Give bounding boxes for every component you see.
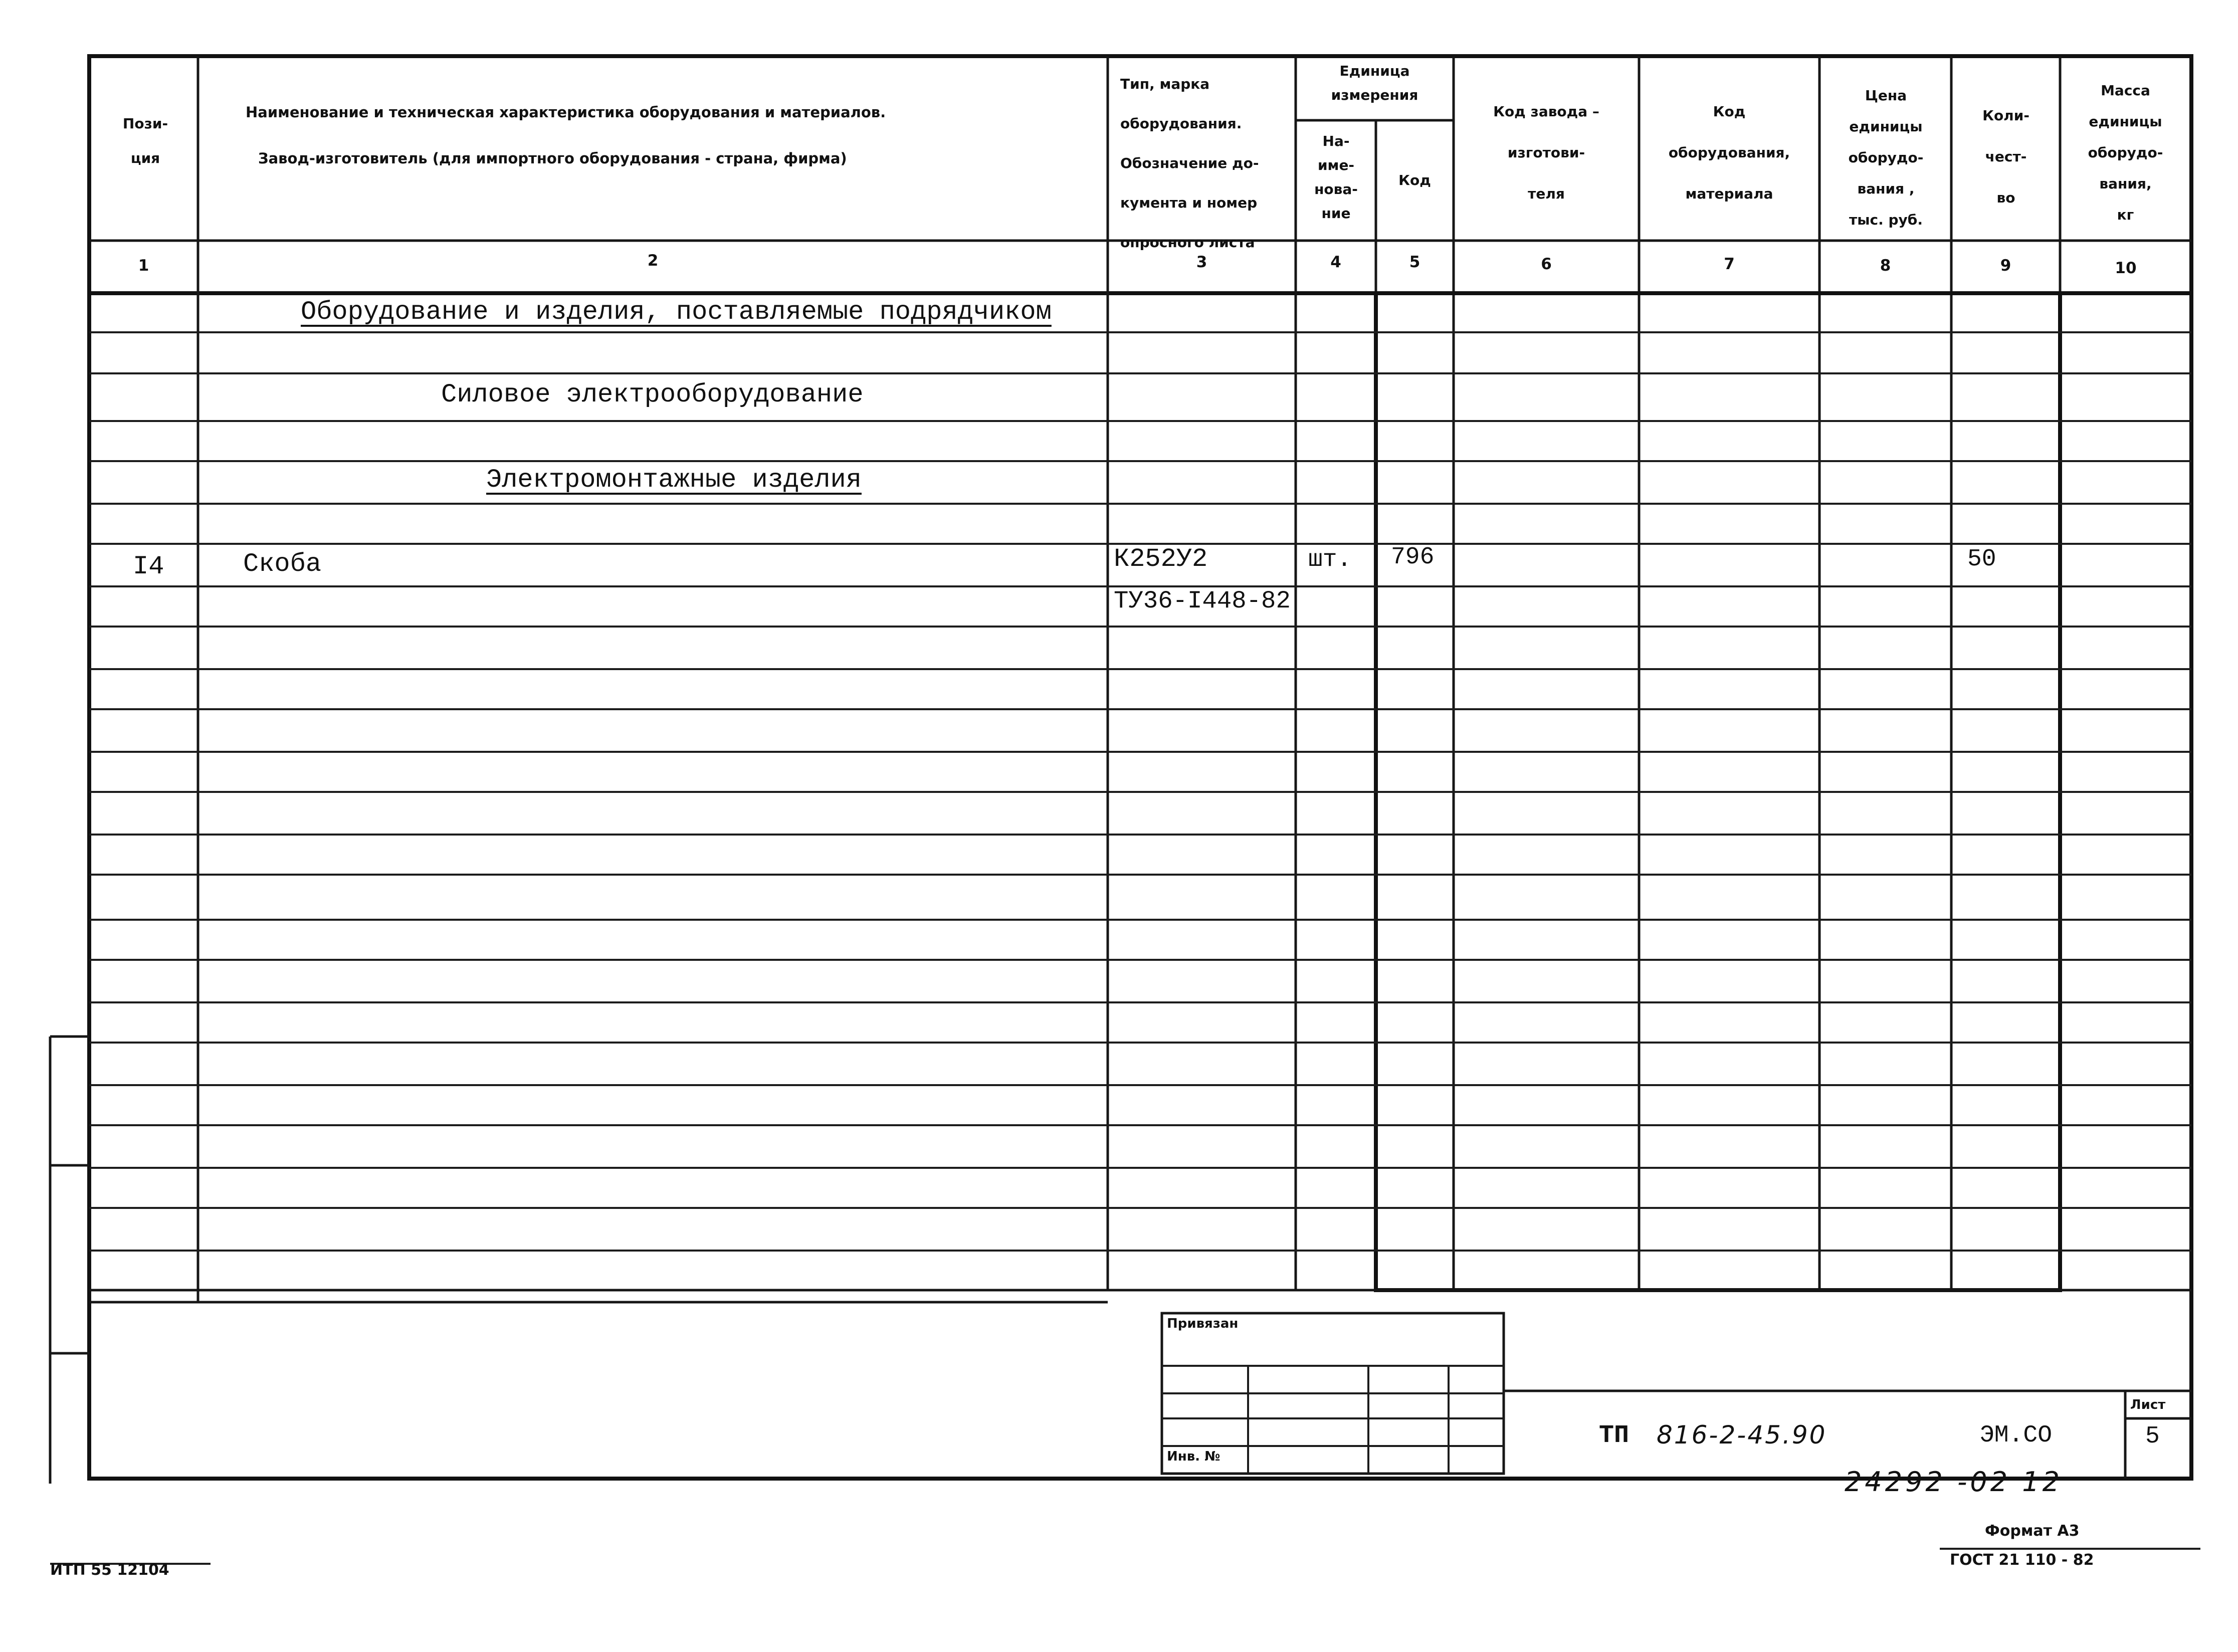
item-type: К252У2 [1114,544,1208,574]
header-col9-line2: чест- [1985,148,2027,165]
item-document: ТУ36-I448-82 [1114,587,1291,615]
header-col10 [2062,75,2189,231]
stamp-doc-number: 816-2-45.90 [1657,1420,1827,1450]
header-col9-line3: во [1996,189,2015,206]
stamp-sheet-label: Лист [2130,1397,2166,1412]
header-col6-line2: изготови- [1507,144,1585,161]
header-col1 [103,106,188,175]
item-unit-code: 796 [1391,544,1435,571]
header-col7-line2: оборудования, [1668,144,1790,161]
header-col4-line4: ние [1321,205,1351,222]
colnum-9: 9 [2000,257,2011,275]
header-col8-line5: тыс. руб. [1849,212,1923,228]
header-col4-line2: име- [1317,157,1355,173]
header-col8 [1822,80,1950,236]
header-col8-line3: оборудо- [1848,149,1924,166]
header-col9 [1953,95,2059,219]
item-unit-name: шт. [1308,546,1352,573]
header-col4 [1297,129,1375,226]
header-col3-line5: опросного листа [1120,234,1255,251]
colnum-2: 2 [647,252,659,270]
stamp-doc-code: ЭМ.СО [1980,1422,2053,1449]
item-name: Скоба [243,549,322,579]
header-col3 [1110,64,1293,262]
header-col7-line1: Код [1713,103,1746,120]
header-col3-line1: Тип, марка [1120,76,1210,92]
header-col7-line3: материала [1685,185,1773,202]
header-col6-line1: Код завода – [1493,103,1599,120]
header-col7 [1642,91,1817,215]
header-col10-line3: оборудо- [2088,144,2163,161]
colnum-7: 7 [1724,255,1735,273]
header-col4-line3: нова- [1314,181,1358,197]
section-heading-power: Силовое электрооборудование [441,380,864,409]
header-col8-line2: единицы [1849,118,1923,135]
header-col3-line3: Обозначение до- [1120,155,1259,171]
header-col10-line1: Масса [2101,82,2150,99]
header-col10-line2: единицы [2089,113,2162,130]
section-heading-installation: Электромонтажные изделия [486,465,862,495]
header-col4-line1: На- [1322,133,1350,149]
header-col1-line2: ция [130,150,160,166]
stamp-inv-label: Инв. № [1167,1449,1220,1464]
colnum-4: 4 [1330,253,1341,271]
stamp-bound-label: Привязан [1167,1316,1239,1331]
header-unit-line2: измерения [1331,87,1418,103]
header-col3-line2: оборудования. [1120,115,1242,132]
header-col8-line1: Цена [1865,87,1907,104]
itp-label: ИТП 55 12104 [50,1561,169,1579]
format-label: Формат А3 [1985,1522,2080,1540]
header-col9-line1: Коли- [1982,107,2029,124]
header-unit-line1: Единица [1339,63,1410,79]
header-col10-line5: кг [2117,207,2134,223]
header-col3-line4: кумента и номер [1120,194,1258,211]
colnum-3: 3 [1196,253,1207,271]
colnum-5: 5 [1409,253,1420,271]
colnum-6: 6 [1541,255,1552,273]
header-col6 [1456,91,1637,215]
item-position: I4 [133,552,164,581]
header-col5: Код [1398,172,1431,188]
header-unit-group [1298,59,1451,107]
stamp-doc-prefix: ТП [1599,1421,1630,1450]
header-col10-line4: вания, [2099,175,2152,192]
header-col6-line3: теля [1528,185,1565,202]
colnum-8: 8 [1880,257,1891,275]
section-heading-contractor: Оборудование и изделия, поставляемые подрядчиком [301,297,1052,327]
gost-label: ГОСТ 21 110 - 82 [1950,1551,2094,1569]
header-col2-line1: Наименование и техническая характеристика оборудования и материалов. [246,104,886,121]
colnum-1: 1 [138,257,149,275]
header-col8-line4: вания , [1857,180,1915,197]
colnum-10: 10 [2115,259,2137,277]
stamp-sheet-number: 5 [2145,1423,2160,1450]
item-quantity: 50 [1967,546,1996,573]
header-col1-line1: Пози- [122,115,168,132]
header-col2-line2: Завод-изготовитель (для импортного оборудования - страна, фирма) [258,150,847,167]
handwritten-number: 24292 -02 12 [1845,1466,2063,1498]
